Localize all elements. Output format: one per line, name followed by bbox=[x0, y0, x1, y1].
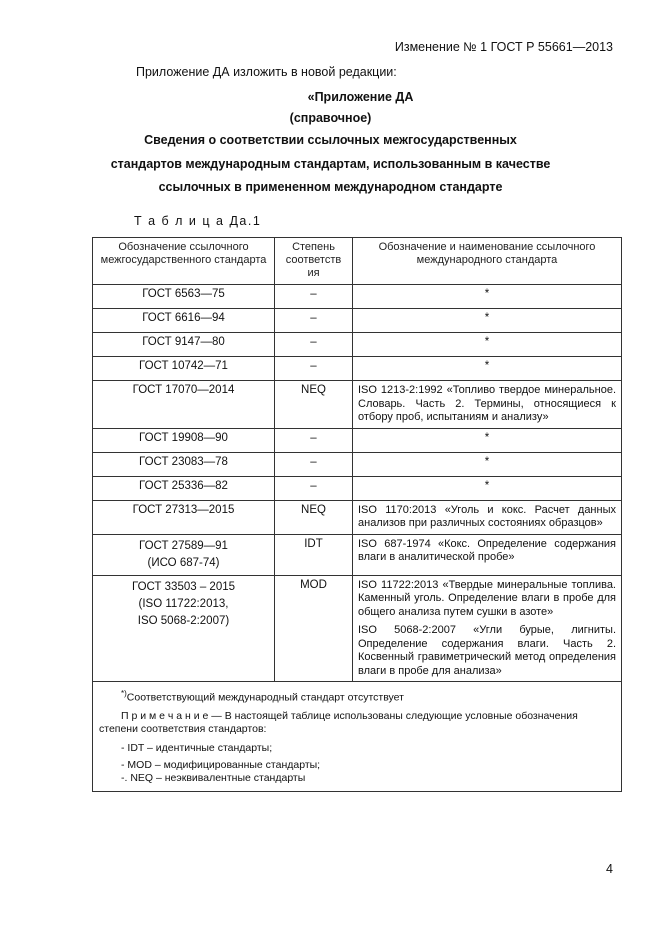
title-line-1: Сведения о соответствии ссылочных межгосударственных bbox=[144, 133, 517, 147]
row-std: ГОСТ 6616—94 bbox=[93, 309, 275, 333]
row-intl: * bbox=[353, 476, 622, 500]
appendix-title: «Приложение ДА bbox=[307, 90, 414, 104]
row-intl: * bbox=[353, 357, 622, 381]
row-std: ГОСТ 23083—78 bbox=[93, 452, 275, 476]
row-intl: * bbox=[353, 309, 622, 333]
page-number: 4 bbox=[606, 862, 613, 876]
row-degree: IDT bbox=[275, 534, 353, 575]
table-row bbox=[93, 333, 622, 357]
table-row bbox=[93, 575, 622, 682]
row-intl: * bbox=[353, 333, 622, 357]
legend-idt: - IDT – идентичные стандарты; bbox=[121, 741, 273, 754]
table-row bbox=[93, 428, 622, 452]
correspondence-table bbox=[92, 237, 622, 792]
table-row bbox=[93, 357, 622, 381]
row-degree: – bbox=[275, 333, 353, 357]
col-header-intl: Обозначение и наименование ссылочного международного стандарта bbox=[353, 238, 622, 285]
title-line-3: ссылочных в примененном международном стандарте bbox=[158, 180, 503, 194]
note-text: — В настоящей таблице использованы следующие условные обозначения степени соответствия стандартов: bbox=[99, 709, 578, 735]
row-degree: – bbox=[275, 452, 353, 476]
row-degree: – bbox=[275, 357, 353, 381]
table-footer-row bbox=[93, 682, 622, 792]
footnote-text: Соответствующий международный стандарт отсутствует bbox=[126, 691, 404, 704]
note-label: П р и м е ч а н и е bbox=[121, 709, 209, 722]
appendix-type: (справочное) bbox=[289, 111, 372, 125]
row-std-cell bbox=[93, 575, 275, 682]
table-notes bbox=[93, 682, 622, 792]
table-header-row bbox=[93, 238, 622, 285]
row-intl: ISO 687-1974 «Кокс. Определение содержания влаги в аналитической пробе» bbox=[353, 534, 622, 575]
row-intl: * bbox=[353, 285, 622, 309]
table-row bbox=[93, 381, 622, 429]
row-intl-second: ISO 5068-2:2007 «Угли бурые, лигниты. Определение содержания влаги. Часть 2. Косвенный гравиметрический метод определения влаги в пробе для анализа» bbox=[358, 624, 616, 677]
intro-text: Приложение ДА изложить в новой редакции: bbox=[136, 65, 397, 79]
col-header-std: Обозначение ссылочного межгосударственного стандарта bbox=[93, 238, 275, 285]
table-row bbox=[93, 285, 622, 309]
table-row bbox=[93, 476, 622, 500]
row-degree: – bbox=[275, 428, 353, 452]
row-std-sub: ISO 5068-2:2007) bbox=[137, 614, 230, 627]
row-intl: ISO 11722:2013 «Твердые минеральные топлива. Каменный уголь. Определение влаги в пробе для общего анализа путем сушки в азоте» bbox=[358, 578, 616, 618]
row-degree: – bbox=[275, 285, 353, 309]
table-row bbox=[93, 309, 622, 333]
row-degree: MOD bbox=[275, 575, 353, 682]
row-std-cell bbox=[93, 534, 275, 575]
title-line-2: стандартов международным стандартам, использованным в качестве bbox=[110, 157, 551, 171]
legend-neq: -. NEQ – неэквивалентные стандарты bbox=[121, 771, 306, 784]
row-degree: NEQ bbox=[275, 381, 353, 429]
document-header: Изменение № 1 ГОСТ Р 55661—2013 bbox=[394, 40, 613, 54]
row-std: ГОСТ 19908—90 bbox=[93, 428, 275, 452]
row-intl: * bbox=[353, 452, 622, 476]
row-intl: ISO 1213-2:1992 «Топливо твердое минеральное. Словарь. Часть 2. Термины, относящиеся к отбору проб, испытаниям и анализу» bbox=[353, 381, 622, 429]
row-intl: ISO 1170:2013 «Уголь и кокс. Расчет данных анализов при различных состояниях образцов» bbox=[353, 500, 622, 534]
row-std: ГОСТ 33503 – 2015 bbox=[131, 580, 236, 593]
table-caption: Т а б л и ц а Да.1 bbox=[134, 214, 262, 228]
legend-mod: - MOD – модифицированные стандарты; bbox=[121, 758, 321, 771]
row-intl-cell bbox=[353, 575, 622, 682]
row-std: ГОСТ 25336—82 bbox=[93, 476, 275, 500]
row-degree: NEQ bbox=[275, 500, 353, 534]
row-degree: – bbox=[275, 476, 353, 500]
table-row bbox=[93, 452, 622, 476]
row-intl: * bbox=[353, 428, 622, 452]
row-std: ГОСТ 17070—2014 bbox=[93, 381, 275, 429]
row-degree: – bbox=[275, 309, 353, 333]
row-std: ГОСТ 27589—91 bbox=[139, 539, 228, 552]
footnote-mark: *) bbox=[121, 689, 127, 698]
table-row bbox=[93, 534, 622, 575]
row-std: ГОСТ 6563—75 bbox=[93, 285, 275, 309]
row-std: ГОСТ 27313—2015 bbox=[93, 500, 275, 534]
row-std-sub: (ИСО 687-74) bbox=[147, 556, 220, 569]
row-std: ГОСТ 10742—71 bbox=[93, 357, 275, 381]
col-header-degree: Степень соответств ия bbox=[275, 238, 353, 285]
row-std: ГОСТ 9147—80 bbox=[93, 333, 275, 357]
row-std-sub: (ISO 11722:2013, bbox=[138, 597, 229, 610]
table-row bbox=[93, 500, 622, 534]
